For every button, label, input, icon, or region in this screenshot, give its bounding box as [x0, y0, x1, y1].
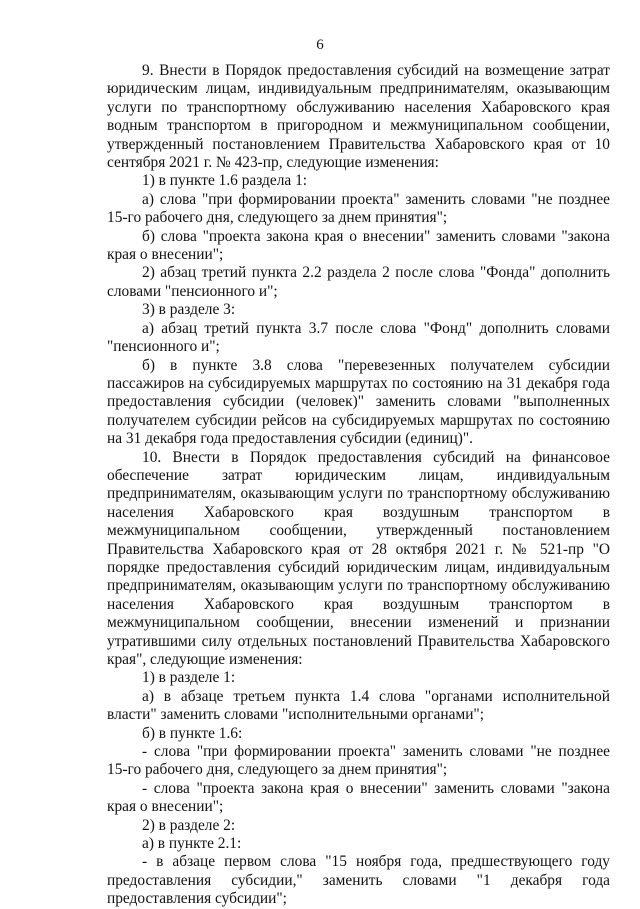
subitem-9-1: 1) в пункте 1.6 раздела 1:	[142, 172, 308, 190]
paragraph-item-10: 10. Внести в Порядок предоставления субсидий на финансовое обеспечение затрат юридическим лицам, индивидуальным предпринимателям, оказывающим услуги по транспортному обслуживанию населения Хабаровского края воздушным транспортом в межмуниципальном сообщении, утвержденный постановлением Правительства Хабаровского края от 28 октября 2021 г. № 521-пр "О порядке предоставления субсидий юридическим лицам, индивидуальным предпринимателям, оказывающим услуги по транспортному обслуживанию населения Хабаровского края воздушным транспортом в межмуниципальном сообщении, внесении изменений и признании утратившими силу отдельных постановлений Правительства Хабаровского края", следующие изменения:	[107, 448, 610, 668]
subitem-9-2: 2) абзац третий пункта 2.2 раздела 2 после слова "Фонда" дополнить словами "пенсионного и";	[107, 264, 610, 300]
subitem-10-2-a-dash-1: - в абзаце первом слова "15 ноября года, предшествующего году предоставления субсидии," заменить словами "1 декабря года предоставления субсидии";	[107, 853, 610, 908]
subitem-10-1-b: б) в пункте 1.6:	[142, 724, 243, 742]
subitem-10-1-b-dash-1: - слова "при формировании проекта" заменить словами "не позднее 15-го рабочего дня, следующего за днем принятия";	[107, 743, 610, 779]
subitem-10-1-b-dash-2: - слова "проекта закона края о внесении" заменить словами "закона края о внесении";	[107, 779, 610, 816]
document-body	[107, 62, 610, 909]
subitem-9-3-b: б) в пункте 3.8 слова "перевезенных получателем субсидии пассажиров на субсидируемых маршрутах по состоянию на 31 декабря года предоставления субсидии (человек)" заменить словами "выполненных получателем субсидии рейсов на субсидируемых маршрутах по состоянию на 31 декабря года предоставления субсидии (единиц)".	[107, 356, 610, 448]
subitem-9-1-a: а) слова "при формировании проекта" заменить словами "не позднее 15-го рабочего дня, следующего за днем принятия";	[107, 190, 610, 227]
subitem-10-2-a: а) в пункте 2.1:	[142, 835, 242, 853]
subitem-10-1-a: а) в абзаце третьем пункта 1.4 слова "органами исполнительной власти" заменить словами "исполнительными органами";	[107, 687, 610, 724]
subitem-10-1: 1) в разделе 1:	[142, 669, 236, 687]
subitem-9-1-b: б) слова "проекта закона края о внесении" заменить словами "закона края о внесении";	[107, 227, 610, 264]
subitem-10-2: 2) в разделе 2:	[142, 816, 236, 834]
subitem-9-3: 3) в разделе 3:	[142, 301, 236, 319]
subitem-9-3-a: а) абзац третий пункта 3.7 после слова "Фонд" дополнить словами "пенсионного и";	[107, 319, 610, 356]
paragraph-item-9: 9. Внести в Порядок предоставления субсидий на возмещение затрат юридическим лицам, индивидуальным предпринимателям, оказывающим услуги по транспортному обслуживанию населения Хабаровского края водным транспортом в пригородном и межмуниципальном сообщении, утвержденный постановлением Правительства Хабаровского края от 10 сентября 2021 г. № 423-пр, следующие изменения:	[107, 62, 610, 172]
page-number: 6	[316, 37, 324, 53]
